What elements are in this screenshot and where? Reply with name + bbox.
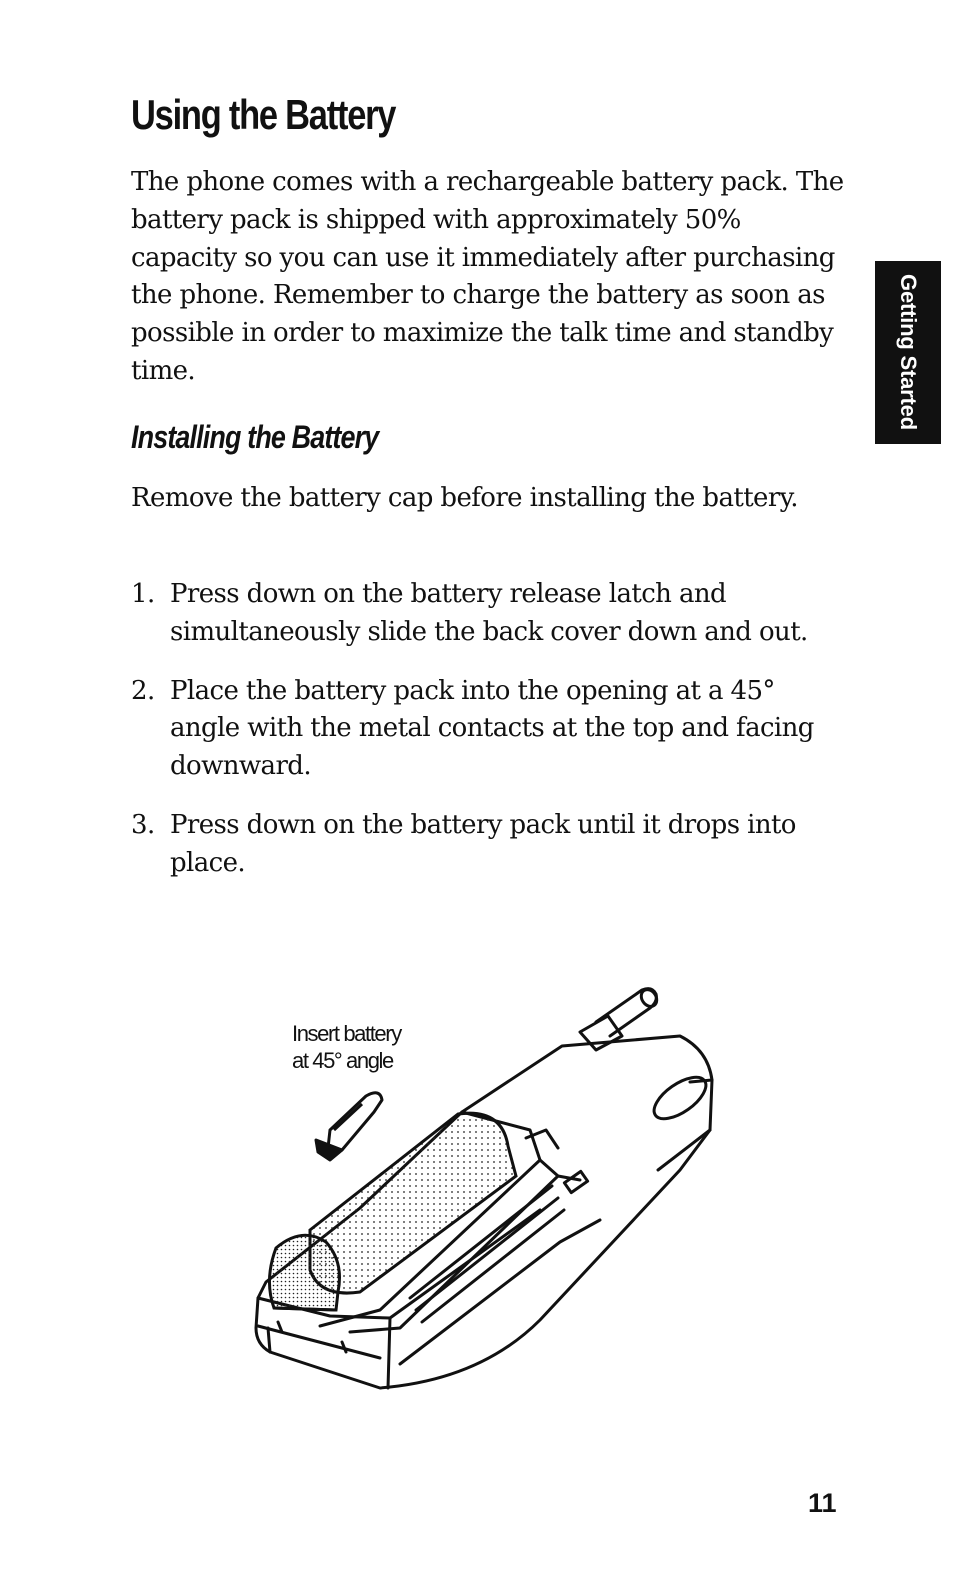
battery-pack-shape [269, 1113, 516, 1310]
step-number: 1. [131, 579, 155, 609]
step-item [131, 576, 831, 652]
figure-callout [292, 1020, 401, 1074]
section-heading-installing: Installing the Battery [131, 419, 379, 455]
callout-line: at 45° angle [292, 1048, 393, 1073]
installation-steps [131, 576, 831, 904]
step-number: 2. [131, 675, 155, 706]
step-item [131, 807, 831, 883]
callout-line: Insert battery [292, 1021, 401, 1046]
step-text: Press down on the battery pack until it drops into place. [170, 809, 796, 878]
step-number: 3. [131, 809, 155, 840]
installing-lead-paragraph: Remove the battery cap before installing the battery. [131, 483, 798, 513]
battery-cap-shape [316, 1093, 382, 1160]
chapter-side-tab-label: Getting Started [896, 274, 921, 430]
step-item [131, 673, 831, 786]
intro-paragraph: The phone comes with a rechargeable battery pack. The battery pack is shipped with approximately 50% capacity so you can use it immediately after purchasing the phone. Remember to charge the battery as soon as possible in order to maximize the talk time and standby time. [131, 167, 844, 386]
page-title: Using the Battery [131, 91, 396, 138]
chapter-side-tab [875, 261, 941, 444]
step-text: Place the battery pack into the opening at a 45° angle with the metal contacts at the top and facing downward. [170, 675, 814, 782]
step-text: Press down on the battery release latch and simultaneously slide the back cover down and out. [170, 579, 808, 647]
page-number: 11 [808, 1488, 837, 1518]
earpiece-shape [647, 1069, 712, 1126]
